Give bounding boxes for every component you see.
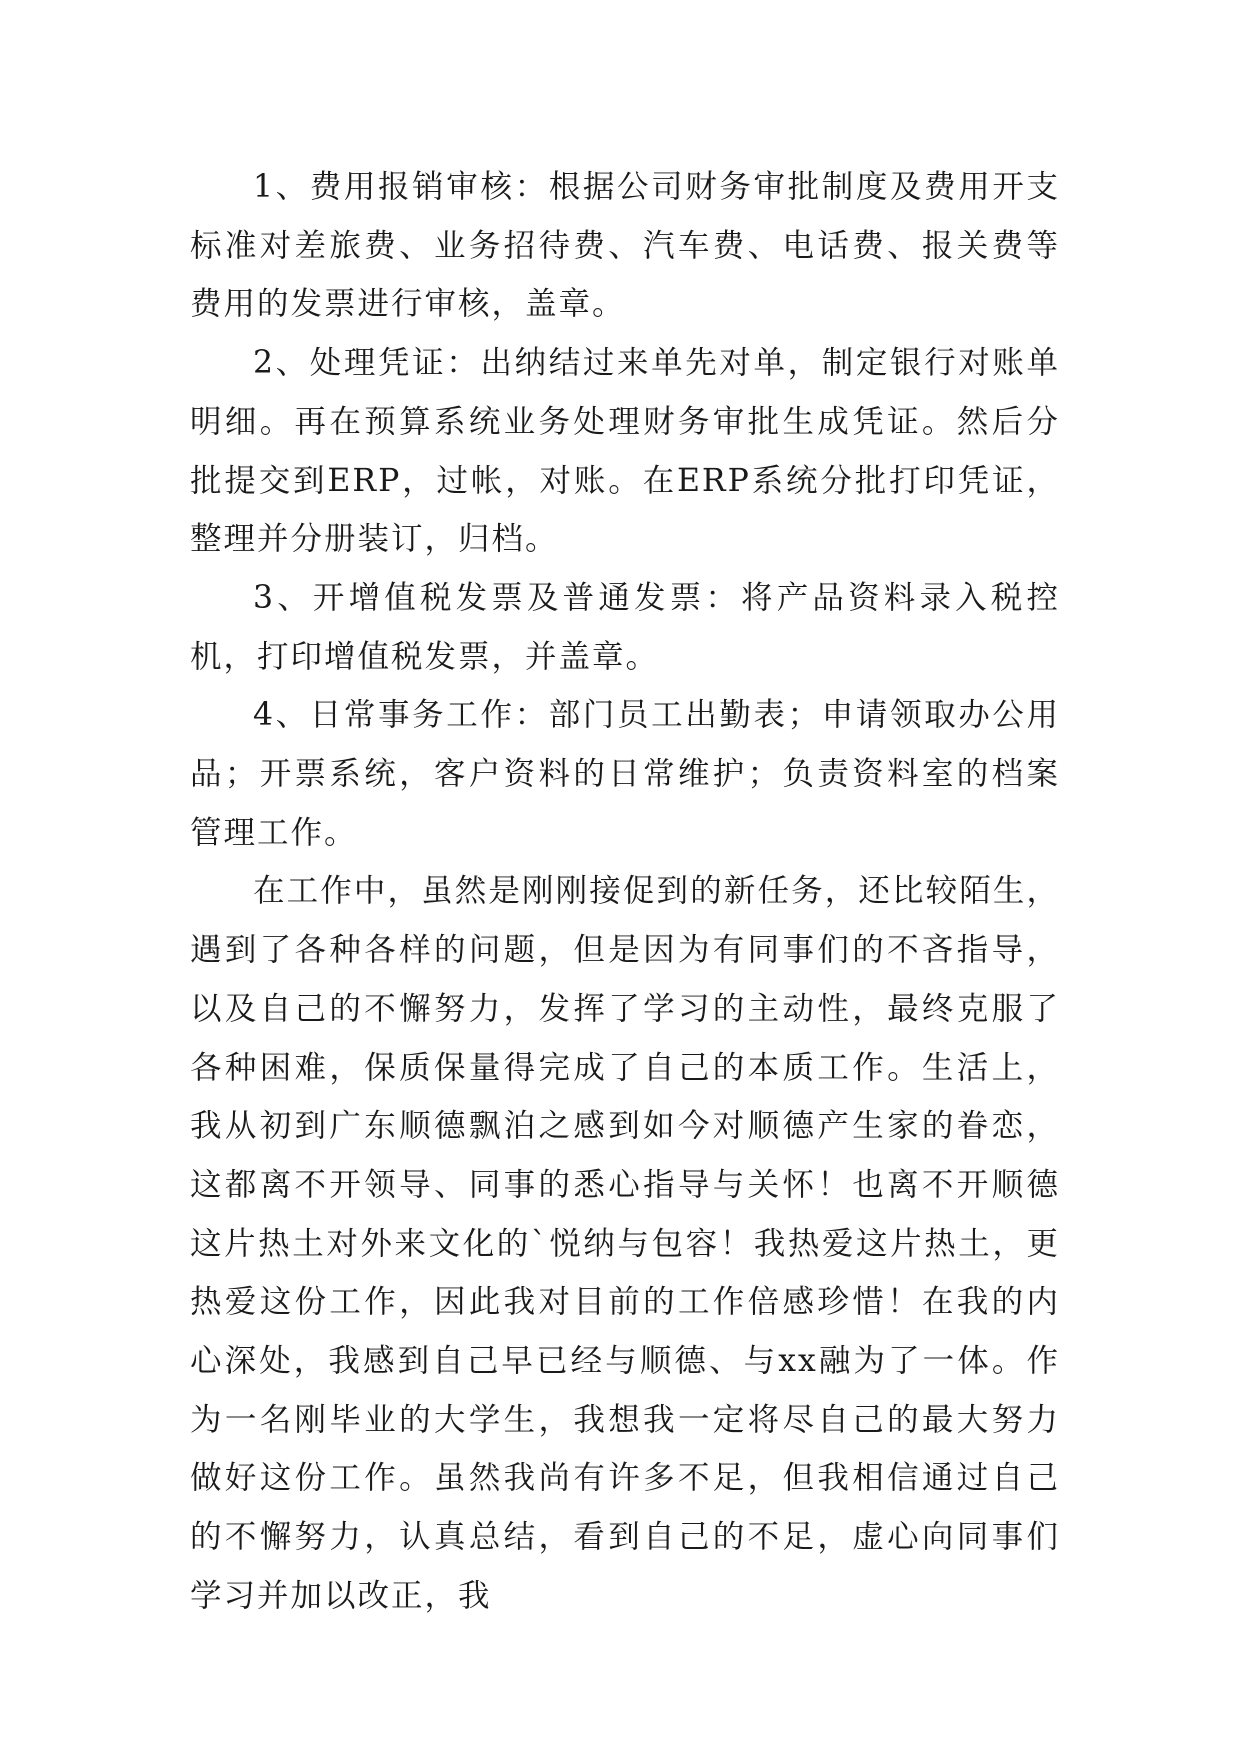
paragraph-daily-affairs: 4、日常事务工作：部门员工出勤表；申请领取办公用品；开票系统，客户资料的日常维护；负责资料室的档案管理工作。 — [190, 697, 1060, 851]
paragraph-work-reflection: 在工作中，虽然是刚刚接促到的新任务，还比较陌生，遇到了各种各样的问题，但是因为有同事们的不吝指导，以及自己的不懈努力，发挥了学习的主动性，最终克服了各种困难，保质保量得完成了自己的本质工作。生活上，我从初到广东顺德飘泊之感到如今对顺德产生家的眷恋，这都离不开领导、同事的悉心指导与关怀！也离不开顺德这片热土对外来文化的`悦纳与包容！我热爱这片热土，更热爱这份工作，因此我对目前的工作倍感珍惜！在我的内心深处，我感到自己早已经与顺德、与xx融为了一体。作为一名刚毕业的大学生，我想我一定将尽自己的最大努力做好这份工作。虽然我尚有许多不足，但我相信通过自己的不懈努力，认真总结，看到自己的不足，虚心向同事们学习并加以改正，我 — [190, 873, 1060, 1614]
document-body — [190, 158, 1060, 1626]
paragraph-expense-review: 1、费用报销审核：根据公司财务审批制度及费用开支标准对差旅费、业务招待费、汽车费、电话费、报关费等费用的发票进行审核，盖章。 — [190, 169, 1060, 323]
paragraph-voucher-processing: 2、处理凭证：出纳结过来单先对单，制定银行对账单明细。再在预算系统业务处理财务审批生成凭证。然后分批提交到ERP，过帐，对账。在ERP系统分批打印凭证，整理并分册装订，归档。 — [190, 345, 1060, 558]
paragraph-invoice-issuing: 3、开增值税发票及普通发票：将产品资料录入税控机，打印增值税发票，并盖章。 — [190, 579, 1060, 675]
